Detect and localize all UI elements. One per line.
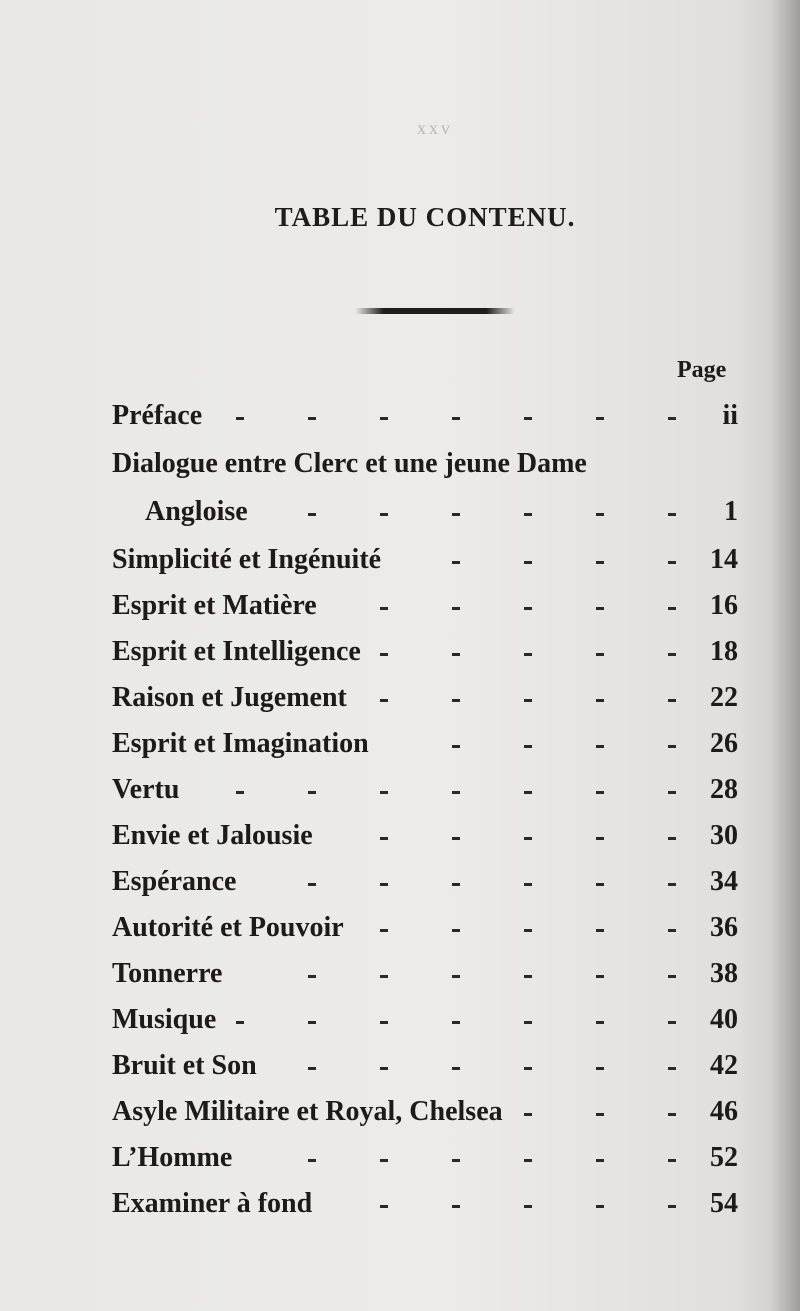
leader-dot (596, 607, 604, 610)
leader-dot (308, 1021, 316, 1024)
toc-entry-page: 36 (710, 912, 738, 943)
leader-dot (596, 561, 604, 564)
page-column-heading: Page (677, 357, 727, 383)
toc-entry-page: 1 (724, 496, 738, 527)
toc-entry-label: Examiner à fond (112, 1188, 313, 1219)
leader-dot (308, 1159, 316, 1162)
toc-entry-label: Envie et Jalousie (112, 820, 313, 851)
toc-entry-label: Musique (112, 1004, 217, 1035)
leader-dot (452, 929, 460, 932)
toc-entry (0, 721, 800, 767)
toc-entry-label: Préface (112, 400, 203, 431)
leader-dot (452, 791, 460, 794)
leader-dot (668, 1067, 676, 1070)
leader-dot (668, 1021, 676, 1024)
leader-dot (524, 607, 532, 610)
leader-dot (668, 561, 676, 564)
leader-dot (524, 1021, 532, 1024)
toc-entry-label: Tonnerre (112, 958, 223, 989)
toc-entry-label: Angloise (145, 496, 248, 527)
leader-dot (452, 699, 460, 702)
toc-entry (0, 767, 800, 813)
leader-dot (524, 513, 532, 516)
leader-dot (452, 417, 460, 420)
leader-dot (524, 1205, 532, 1208)
leader-dot (380, 513, 388, 516)
leader-dot (524, 561, 532, 564)
leader-dot (452, 607, 460, 610)
toc-entry-label: Esprit et Intelligence (112, 636, 361, 667)
toc-entry-page: 30 (710, 820, 738, 851)
leader-dot (668, 929, 676, 932)
toc-entry-label: Esprit et Matière (112, 590, 317, 621)
leader-dot (596, 1205, 604, 1208)
toc-entry-page: 16 (710, 590, 738, 621)
leader-dot (452, 513, 460, 516)
toc-entry-page: 18 (710, 636, 738, 667)
toc-entry-page: 38 (710, 958, 738, 989)
leader-dot (596, 1021, 604, 1024)
leader-dot (596, 837, 604, 840)
leader-dot (596, 745, 604, 748)
leader-dot (524, 975, 532, 978)
toc-entry-label: Bruit et Son (112, 1050, 257, 1081)
leader-dot (668, 745, 676, 748)
leader-dot (596, 1113, 604, 1116)
toc-entry-label: Simplicité et Ingénuité (112, 544, 382, 575)
leader-dot (236, 791, 244, 794)
leader-dot (452, 561, 460, 564)
leader-dot (668, 1159, 676, 1162)
toc-entry-page: 52 (710, 1142, 738, 1173)
toc-entry-label: Dialogue entre Clerc et une jeune Dame (112, 448, 587, 479)
leader-dot (596, 699, 604, 702)
leader-dot (524, 1067, 532, 1070)
toc-entry-label: Raison et Jugement (112, 682, 347, 713)
leader-dot (308, 883, 316, 886)
leader-dot (236, 1021, 244, 1024)
leader-dot (452, 1205, 460, 1208)
toc-entry (0, 393, 800, 441)
toc-entry (0, 1181, 800, 1227)
leader-dot (668, 837, 676, 840)
leader-dot (596, 975, 604, 978)
leader-dot (380, 929, 388, 932)
leader-dot (668, 883, 676, 886)
toc-entry (0, 813, 800, 859)
toc-entry-label: Esprit et Imagination (112, 728, 369, 759)
leader-dot (380, 1205, 388, 1208)
leader-dot (308, 417, 316, 420)
leader-dots (0, 489, 800, 535)
toc-entry-label: Espérance (112, 866, 237, 897)
toc-entry (0, 629, 800, 675)
toc-entry (0, 583, 800, 629)
toc-entry (0, 951, 800, 997)
leader-dot (596, 1159, 604, 1162)
leader-dot (596, 513, 604, 516)
leader-dot (452, 1021, 460, 1024)
toc-entry-page: 14 (710, 544, 738, 575)
leader-dot (596, 417, 604, 420)
toc-entry-page: 34 (710, 866, 738, 897)
toc-entry-page: ii (722, 400, 738, 431)
leader-dot (380, 699, 388, 702)
leader-dot (668, 791, 676, 794)
leader-dot (308, 791, 316, 794)
toc-entry (0, 859, 800, 905)
leader-dot (380, 883, 388, 886)
leader-dot (668, 699, 676, 702)
leader-dot (452, 975, 460, 978)
toc-entry (0, 675, 800, 721)
toc-entry-label: L’Homme (112, 1142, 233, 1173)
toc-entry-page: 22 (710, 682, 738, 713)
leader-dot (308, 975, 316, 978)
leader-dot (380, 791, 388, 794)
leader-dot (380, 1021, 388, 1024)
leader-dot (596, 653, 604, 656)
leader-dot (380, 1159, 388, 1162)
leader-dot (524, 699, 532, 702)
leader-dot (380, 653, 388, 656)
toc-entry-page: 46 (710, 1096, 738, 1127)
toc-entry-page: 40 (710, 1004, 738, 1035)
toc-entry (0, 997, 800, 1043)
page-title: TABLE DU CONTENU. (274, 202, 576, 232)
leader-dot (668, 975, 676, 978)
leader-dot (524, 1113, 532, 1116)
leader-dot (380, 1067, 388, 1070)
title-rule (355, 308, 515, 314)
leader-dot (524, 791, 532, 794)
leader-dot (452, 745, 460, 748)
leader-dot (380, 837, 388, 840)
leader-dot (524, 417, 532, 420)
toc-entry (0, 441, 800, 489)
leader-dot (380, 975, 388, 978)
leader-dot (596, 883, 604, 886)
toc-entry (0, 489, 800, 537)
leader-dot (596, 791, 604, 794)
toc-entry-label: Vertu (112, 774, 180, 805)
leader-dot (524, 653, 532, 656)
toc-entry-label: Autorité et Pouvoir (112, 912, 344, 943)
toc-entry (0, 1043, 800, 1089)
leader-dot (524, 1159, 532, 1162)
leader-dot (308, 1067, 316, 1070)
leader-dot (668, 513, 676, 516)
leader-dot (452, 1159, 460, 1162)
leader-dot (524, 929, 532, 932)
toc-entry (0, 1089, 800, 1135)
leader-dot (524, 837, 532, 840)
toc-entry-page: 54 (710, 1188, 738, 1219)
leader-dot (452, 837, 460, 840)
toc-entry-page: 26 (710, 728, 738, 759)
leader-dot (596, 1067, 604, 1070)
leader-dot (524, 883, 532, 886)
toc-entry-label: Asyle Militaire et Royal, Chelsea (112, 1096, 503, 1127)
toc-entry (0, 1135, 800, 1181)
signature-mark: xxv (417, 118, 453, 138)
leader-dot (668, 1113, 676, 1116)
leader-dot (380, 607, 388, 610)
leader-dot (596, 929, 604, 932)
leader-dot (308, 513, 316, 516)
leader-dot (668, 417, 676, 420)
table-of-contents (0, 393, 800, 1227)
leader-dot (668, 653, 676, 656)
leader-dot (668, 607, 676, 610)
leader-dot (668, 1205, 676, 1208)
leader-dot (452, 1067, 460, 1070)
leader-dot (236, 417, 244, 420)
toc-entry (0, 537, 800, 583)
toc-entry-page: 42 (710, 1050, 738, 1081)
leader-dot (380, 417, 388, 420)
leader-dot (524, 745, 532, 748)
leader-dot (452, 883, 460, 886)
toc-entry (0, 905, 800, 951)
toc-entry-page: 28 (710, 774, 738, 805)
leader-dot (452, 653, 460, 656)
